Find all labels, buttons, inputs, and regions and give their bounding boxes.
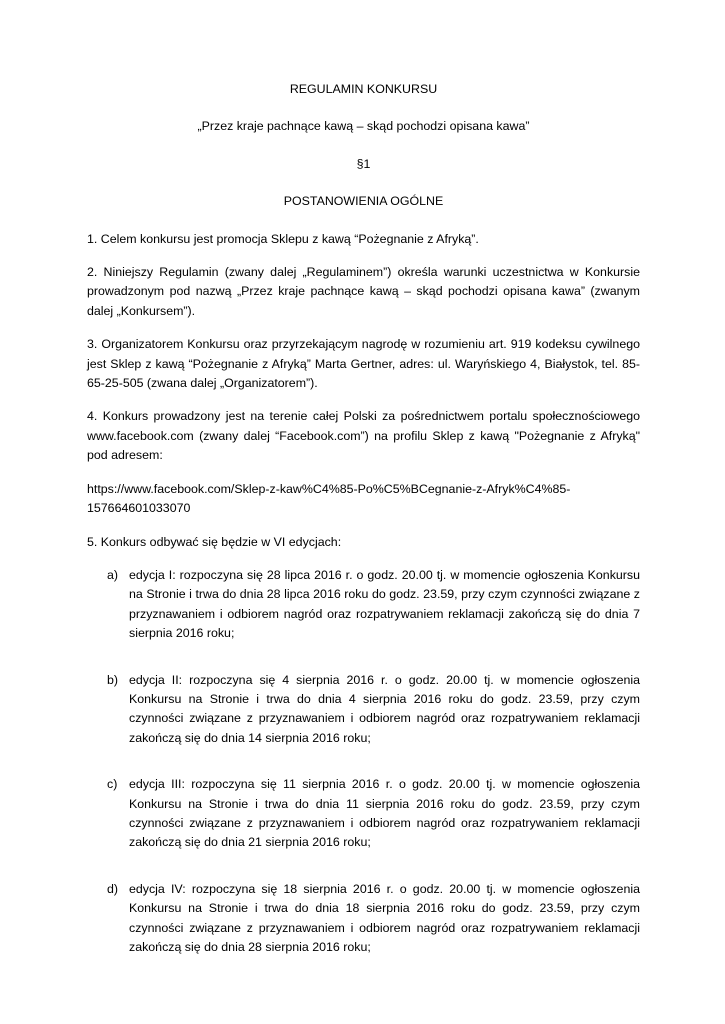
- list-item-text: edycja I: rozpoczyna się 28 lipca 2016 r. o godz. 20.00 tj. w momencie ogłoszenia Konkursu na Stronie i trwa do dnia 28 lipca 2016 roku do godz. 23.59, przy czym czynności związane z przyznawaniem i odbiorem nagród oraz rozpatrywaniem reklamacji zakończą się do dnia 7 sierpnia 2016 roku;: [129, 567, 640, 641]
- list-item-marker: d): [107, 881, 119, 896]
- document-title: REGULAMIN KONKURSU: [289, 82, 438, 96]
- list-item-text: edycja IV: rozpoczyna się 18 sierpnia 2016 r. o godz. 20.00 tj. w momencie ogłoszenia Konkursu na Stronie i trwa do dnia 18 sierpnia 2016 roku do godz. 23.59, przy czym czynności związane z przyznawaniem i odbiorem nagród oraz rozpatrywaniem reklamacji zakończą się do dnia 28 sierpnia 2016 roku;: [129, 881, 640, 954]
- document-subtitle: „Przez kraje pachnące kawą – skąd pochodzi opisana kawa”: [197, 119, 530, 134]
- document-page: [87, 80, 640, 984]
- list-item: [87, 880, 640, 958]
- list-item-text: edycja II: rozpoczyna się 4 sierpnia 2016 r. o godz. 20.00 tj. w momencie ogłoszenia Konkursu na Stronie i trwa do dnia 4 sierpnia 2016 roku do godz. 23.59, przy czym czynności związane z przyznawaniem i odbiorem nagród oraz rozpatrywaniem reklamacji zakończą się do dnia 14 sierpnia 2016 roku;: [129, 672, 640, 745]
- list-item: [87, 566, 640, 644]
- section-title: POSTANOWIENIA OGÓLNE: [283, 194, 444, 209]
- list-item-marker: b): [107, 672, 119, 687]
- list-item-marker: c): [107, 777, 118, 792]
- list-item: [87, 775, 640, 853]
- list-item: [87, 671, 640, 749]
- list-item-marker: a): [107, 567, 119, 582]
- paragraph-2: 2. Niniejszy Regulamin (zwany dalej „Regulaminem”) określa warunki uczestnictwa w Konkursie prowadzonym pod nazwą „Przez kraje pachnące kawą – skąd pochodzi opisana kawa” (zwanym dalej „Konkursem”).: [87, 265, 640, 318]
- paragraph-1: 1. Celem konkursu jest promocja Sklepu z kawą “Pożegnanie z Afryką”.: [87, 231, 479, 246]
- paragraph-3: 3. Organizatorem Konkursu oraz przyrzekającym nagrodę w rozumieniu art. 919 kodeksu cywilnego jest Sklep z kawą “Pożegnanie z Afryką” Marta Gertner, adres: ul. Waryńskiego 4, Białystok, tel. 85-65-25-505 (zwana dalej „Organizatorem”).: [87, 337, 640, 391]
- list-item-text: edycja III: rozpoczyna się 11 sierpnia 2016 r. o godz. 20.00 tj. w momencie ogłoszenia Konkursu na Stronie i trwa do dnia 11 sierpnia 2016 roku do godz. 23.59, przy czym czynności związane z przyznawaniem i odbiorem nagród oraz rozpatrywaniem reklamacji zakończą się do dnia 21 sierpnia 2016 roku;: [129, 777, 640, 850]
- section-number: §1: [356, 156, 371, 171]
- paragraph-4: 4. Konkurs prowadzony jest na terenie całej Polski za pośrednictwem portalu społecznościowego www.facebook.com (zwany dalej “Facebook.com”) na profilu Sklep z kawą "Pożegnanie z Afryką" pod adresem:: [87, 409, 640, 463]
- facebook-url: https://www.facebook.com/Sklep-z-kaw%C4%85-Po%C5%BCegnanie-z-Afryk%C4%85-157664601033070: [87, 481, 571, 516]
- editions-list: [87, 566, 640, 958]
- paragraph-5: 5. Konkurs odbywać się będzie w VI edycjach:: [87, 534, 342, 549]
